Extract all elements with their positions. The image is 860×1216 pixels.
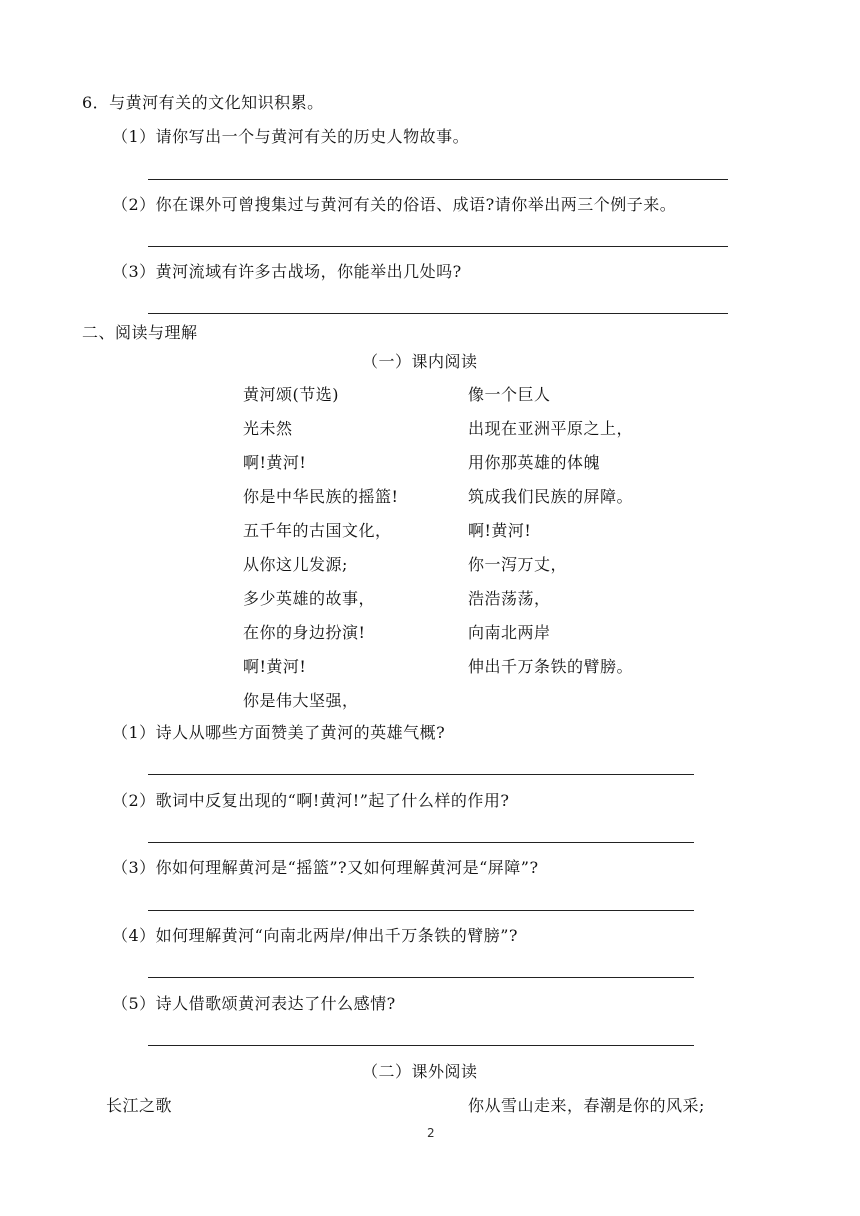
- poem-line: 伸出千万条铁的臂膀。: [468, 657, 634, 676]
- question-6-title: 6．与黄河有关的文化知识积累。: [82, 93, 324, 112]
- poem-line: 向南北两岸: [468, 623, 551, 642]
- reading-question-5: （5）诗人借歌颂黄河表达了什么感情?: [112, 994, 396, 1013]
- reading-question-2: （2）歌词中反复出现的“啊!黄河!”起了什么样的作用?: [112, 791, 510, 810]
- poem-line: 浩浩荡荡，: [468, 589, 551, 608]
- question-6-1: （1）请你写出一个与黄河有关的历史人物故事。: [112, 127, 470, 146]
- extra-reading-line: 你从雪山走来，春潮是你的风采;: [468, 1096, 705, 1115]
- poem-line: 你是伟大坚强，: [243, 691, 359, 710]
- poem-line: 用你那英雄的体魄: [468, 453, 601, 472]
- answer-line-r1: [148, 774, 694, 775]
- answer-line-r4: [148, 977, 694, 978]
- poem-line: 光未然: [243, 419, 293, 438]
- answer-line-6-2: [148, 246, 728, 247]
- poem-line: 像一个巨人: [468, 385, 551, 404]
- reading-question-4: （4）如何理解黄河“向南北两岸/伸出千万条铁的臂膀”?: [112, 926, 519, 945]
- poem-line: 出现在亚洲平原之上，: [468, 419, 634, 438]
- answer-line-6-1: [148, 179, 728, 180]
- reading-question-1: （1）诗人从哪些方面赞美了黄河的英雄气概?: [112, 723, 446, 742]
- poem-line: 你一泻万丈，: [468, 555, 568, 574]
- answer-line-r2: [148, 842, 694, 843]
- poem-line: 多少英雄的故事，: [243, 589, 376, 608]
- page-number: 2: [427, 1126, 435, 1140]
- extra-reading-title: 长江之歌: [106, 1096, 173, 1115]
- subsection-in-class-reading: （一）课内阅读: [362, 352, 478, 371]
- question-6-2: （2）你在课外可曾搜集过与黄河有关的俗语、成语?请你举出两三个例子来。: [112, 195, 677, 214]
- answer-line-6-3: [148, 313, 728, 314]
- answer-line-r3: [148, 910, 694, 911]
- answer-line-r5: [148, 1045, 694, 1046]
- poem-line: 从你这儿发源;: [243, 555, 348, 574]
- question-6-3: （3）黄河流域有许多古战场，你能举出几处吗?: [112, 262, 462, 281]
- poem-line: 在你的身边扮演!: [243, 623, 366, 642]
- poem-line: 黄河颂(节选): [243, 385, 339, 404]
- poem-line: 啊!黄河!: [243, 453, 307, 472]
- poem-line: 五千年的古国文化，: [243, 521, 392, 540]
- section-heading: 二、阅读与理解: [82, 323, 198, 342]
- poem-line: 筑成我们民族的屏障。: [468, 487, 634, 506]
- reading-question-3: （3）你如何理解黄河是“摇篮”?又如何理解黄河是“屏障”?: [112, 858, 539, 877]
- subsection-extra-reading: （二）课外阅读: [362, 1062, 478, 1081]
- poem-line: 啊!黄河!: [243, 657, 307, 676]
- poem-line: 啊!黄河!: [468, 521, 532, 540]
- poem-line: 你是中华民族的摇篮!: [243, 487, 399, 506]
